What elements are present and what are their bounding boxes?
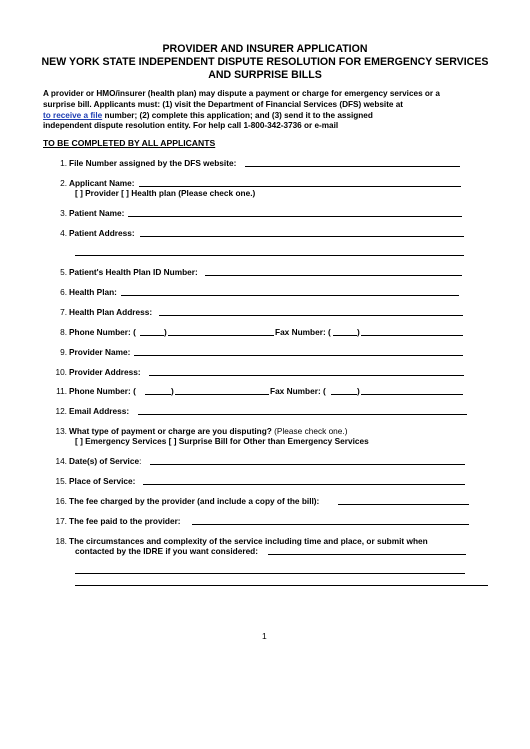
field-number: 7. <box>60 307 67 317</box>
field-label: The fee paid to the provider: <box>69 516 181 526</box>
health-plan-input[interactable] <box>121 295 459 296</box>
form-subtitle-line2: AND SURPRISE BILLS <box>208 69 322 81</box>
circumstances-line2-input[interactable] <box>75 573 465 574</box>
field-number: 8. <box>60 327 67 337</box>
page-number: 1 <box>262 631 267 641</box>
field-number: 1. <box>60 158 67 168</box>
health-plan-address-input[interactable] <box>159 315 463 316</box>
field-number: 13. <box>55 426 67 436</box>
field-label: Health Plan Address: <box>69 307 153 317</box>
field-label: What type of payment or charge are you disputing? <box>69 426 272 436</box>
patient-name-input[interactable] <box>128 216 462 217</box>
file-number-link[interactable]: to receive a file <box>43 110 103 120</box>
field-number: 3. <box>60 208 67 218</box>
health-plan-fax-area-code-input[interactable] <box>333 335 357 336</box>
provider-area-code-input[interactable] <box>145 394 171 395</box>
field-number: 17. <box>55 516 67 526</box>
field-label-note: (Please check one.) <box>271 426 348 436</box>
patient-address-input[interactable] <box>140 236 464 237</box>
field-number: 10. <box>55 367 67 377</box>
intro-line: A provider or HMO/insurer (health plan) may dispute a payment or charge for emergency services or a <box>43 89 440 98</box>
section-heading: TO BE COMPLETED BY ALL APPLICANTS <box>43 138 216 148</box>
health-plan-fax-input[interactable] <box>361 335 463 336</box>
field-label: Place of Service: <box>69 476 136 486</box>
patient-address-line2-input[interactable] <box>75 255 464 256</box>
field-label: Provider Address: <box>69 367 141 377</box>
service-place-input[interactable] <box>143 484 465 485</box>
field-number: 11. <box>56 386 67 396</box>
field-label: ) <box>164 327 167 337</box>
field-label: Health Plan: <box>69 287 117 297</box>
fee-charged-input[interactable] <box>338 504 469 505</box>
health-plan-phone-input[interactable] <box>168 335 274 336</box>
fee-paid-input[interactable] <box>192 524 469 525</box>
field-label: Patient Name: <box>69 208 125 218</box>
applicant-name-input[interactable] <box>139 186 461 187</box>
field-number: 12. <box>55 406 67 416</box>
provider-fax-input[interactable] <box>361 394 463 395</box>
field-label: Patient's Health Plan ID Number: <box>69 267 198 277</box>
field-label: The fee charged by the provider (and include a copy of the bill): <box>69 496 320 506</box>
field-label: Email Address: <box>69 406 130 416</box>
field-number: 5. <box>60 267 67 277</box>
file-number-input[interactable] <box>245 166 460 167</box>
form-title: PROVIDER AND INSURER APPLICATION <box>162 43 368 55</box>
field-label: Date(s) of Service <box>69 456 140 466</box>
intro-line-text: number; (2) complete this application; and (3) send it to the assigned <box>102 110 373 120</box>
field-label: The circumstances and complexity of the service including time and place, or submit when <box>69 536 428 546</box>
circumstances-input[interactable] <box>268 554 466 555</box>
field-number: 6. <box>60 287 67 297</box>
service-dates-input[interactable] <box>150 464 465 465</box>
field-label: Provider Name: <box>69 347 131 357</box>
provider-phone-input[interactable] <box>175 394 269 395</box>
field-label: Applicant Name: <box>69 178 135 188</box>
field-label: Phone Number: ( <box>69 386 136 396</box>
dispute-type-options[interactable]: [ ] Emergency Services [ ] Surprise Bill for Other than Emergency Services <box>75 436 369 446</box>
email-address-input[interactable] <box>138 414 467 415</box>
field-number: 9. <box>60 347 67 357</box>
provider-name-input[interactable] <box>134 355 463 356</box>
intro-line: surprise bill. Applicants must: (1) visit the Department of Financial Services (DFS) website at <box>43 99 404 109</box>
health-plan-id-input[interactable] <box>205 275 462 276</box>
field-number: 2. <box>60 178 67 188</box>
form-subtitle: NEW YORK STATE INDEPENDENT DISPUTE RESOLUTION FOR EMERGENCY SERVICES <box>41 56 489 68</box>
field-number: 16. <box>55 496 67 506</box>
field-label: Fax Number: ( <box>275 327 331 337</box>
provider-address-input[interactable] <box>149 375 464 376</box>
field-label-line2: contacted by the IDRE if you want considered: <box>75 546 259 556</box>
field-label-colon: : <box>139 456 142 466</box>
intro-line: independent dispute resolution entity. For help call 1-800-342-3736 or e-mail <box>43 121 339 131</box>
field-label: ) <box>357 327 360 337</box>
field-number: 14. <box>55 456 67 466</box>
field-number: 4. <box>60 228 67 238</box>
field-label: ) <box>171 386 174 396</box>
field-label: Fax Number: ( <box>270 386 326 396</box>
health-plan-area-code-input[interactable] <box>140 335 164 336</box>
circumstances-line3-input[interactable] <box>75 585 488 586</box>
field-number: 15. <box>55 476 67 486</box>
field-label: File Number assigned by the DFS website: <box>69 158 237 168</box>
intro-line <box>43 111 483 122</box>
field-label: ) <box>357 386 360 396</box>
intro-paragraph <box>43 89 483 132</box>
applicant-type-options[interactable]: [ ] Provider [ ] Health plan (Please check one.) <box>75 188 256 198</box>
field-label: Patient Address: <box>69 228 135 238</box>
field-number: 18. <box>55 536 67 546</box>
provider-fax-area-code-input[interactable] <box>331 394 357 395</box>
field-label: Phone Number: ( <box>69 327 136 337</box>
